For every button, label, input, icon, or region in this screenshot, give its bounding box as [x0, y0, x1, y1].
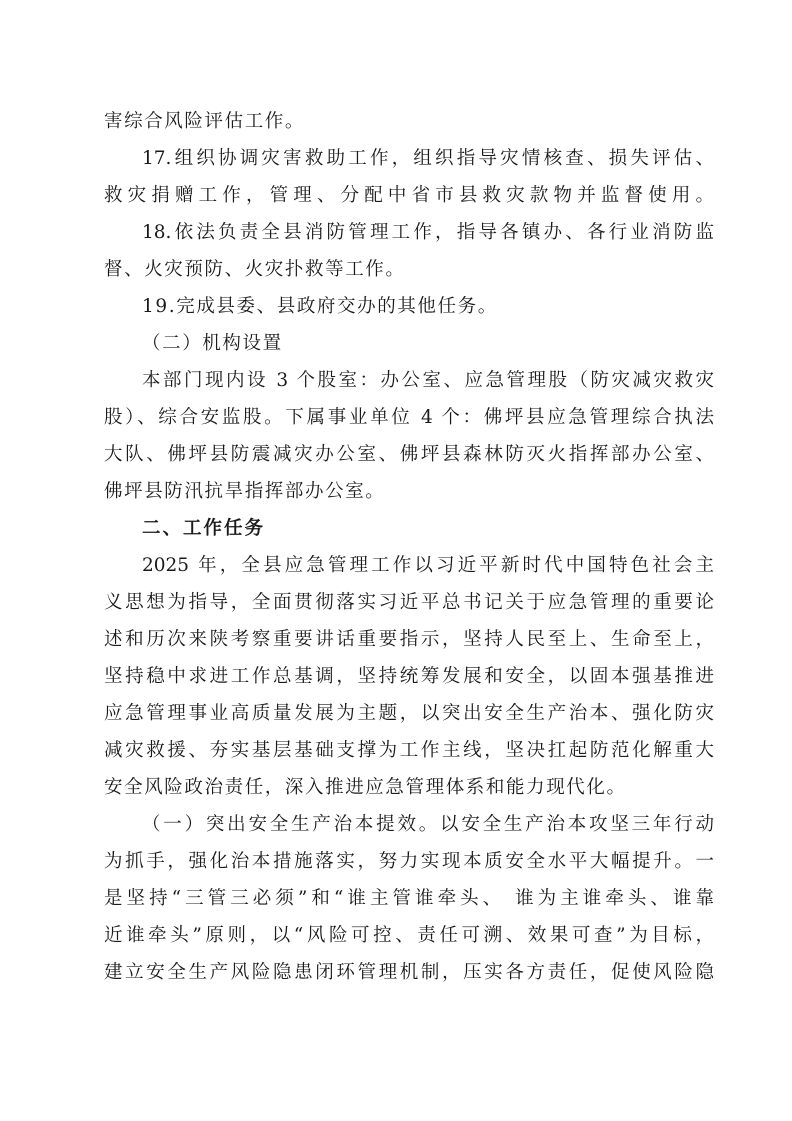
text-line: 建立安全生产风险隐患闭环管理机制，压实各方责任，促使风险隐 [104, 962, 714, 983]
text-line: 安全风险政治责任，深入推进应急管理体系和能力现代化。 [104, 777, 627, 798]
text-line: 督、火灾预防、火灾扑救等工作。 [104, 259, 406, 280]
text-line: 义思想为指导，全面贯彻落实习近平总书记关于应急管理的重要论 [104, 592, 714, 613]
text-line: 应急管理事业高质量发展为主题，以突出安全生产治本、强化防灾 [104, 703, 714, 724]
text-line: 佛坪县防汛抗旱指挥部办公室。 [104, 481, 386, 502]
text-line: （一）突出安全生产治本提效。以安全生产治本攻坚三年行动 [142, 814, 714, 835]
section-heading: 二、工作任务 [142, 518, 266, 539]
text-line: 本部门现内设 3 个股室：办公室、应急管理股（防灾减灾救灾 [142, 370, 714, 391]
text-line: （二）机构设置 [142, 333, 283, 354]
text-line: 坚持稳中求进工作总基调，坚持统筹发展和安全，以固本强基推进 [104, 666, 714, 687]
text-line: 大队、佛坪县防震减灾办公室、佛坪县森林防灭火指挥部办公室、 [104, 444, 714, 465]
text-line: 18.依法负责全县消防管理工作，指导各镇办、各行业消防监 [142, 222, 714, 243]
text-line: 股）、综合安监股。下属事业单位 4 个：佛坪县应急管理综合执法 [104, 407, 714, 428]
text-line: 19.完成县委、县政府交办的其他任务。 [142, 296, 498, 317]
text-line: 近谁牵头”原则，以“风险可控、责任可溯、效果可查”为目标， [104, 925, 714, 946]
text-line: 害综合风险评估工作。 [104, 111, 306, 132]
text-line: 为抓手，强化治本措施落实，努力实现本质安全水平大幅提升。一 [104, 851, 714, 872]
text-line: 17.组织协调灾害救助工作，组织指导灾情核查、损失评估、 [142, 148, 714, 169]
text-line: 减灾救援、夯实基层基础支撑为工作主线，坚决扛起防范化解重大 [104, 740, 714, 761]
document-page [104, 103, 714, 991]
text-line: 救灾捐赠工作，管理、分配中省市县救灾款物并监督使用。 [104, 185, 714, 206]
text-line: 述和历次来陕考察重要讲话重要指示，坚持人民至上、生命至上， [104, 629, 714, 650]
text-line: 是坚持“三管三必须”和“谁主管谁牵头、 谁为主谁牵头、谁靠 [104, 888, 714, 909]
text-line: 2025 年，全县应急管理工作以习近平新时代中国特色社会主 [142, 555, 714, 576]
